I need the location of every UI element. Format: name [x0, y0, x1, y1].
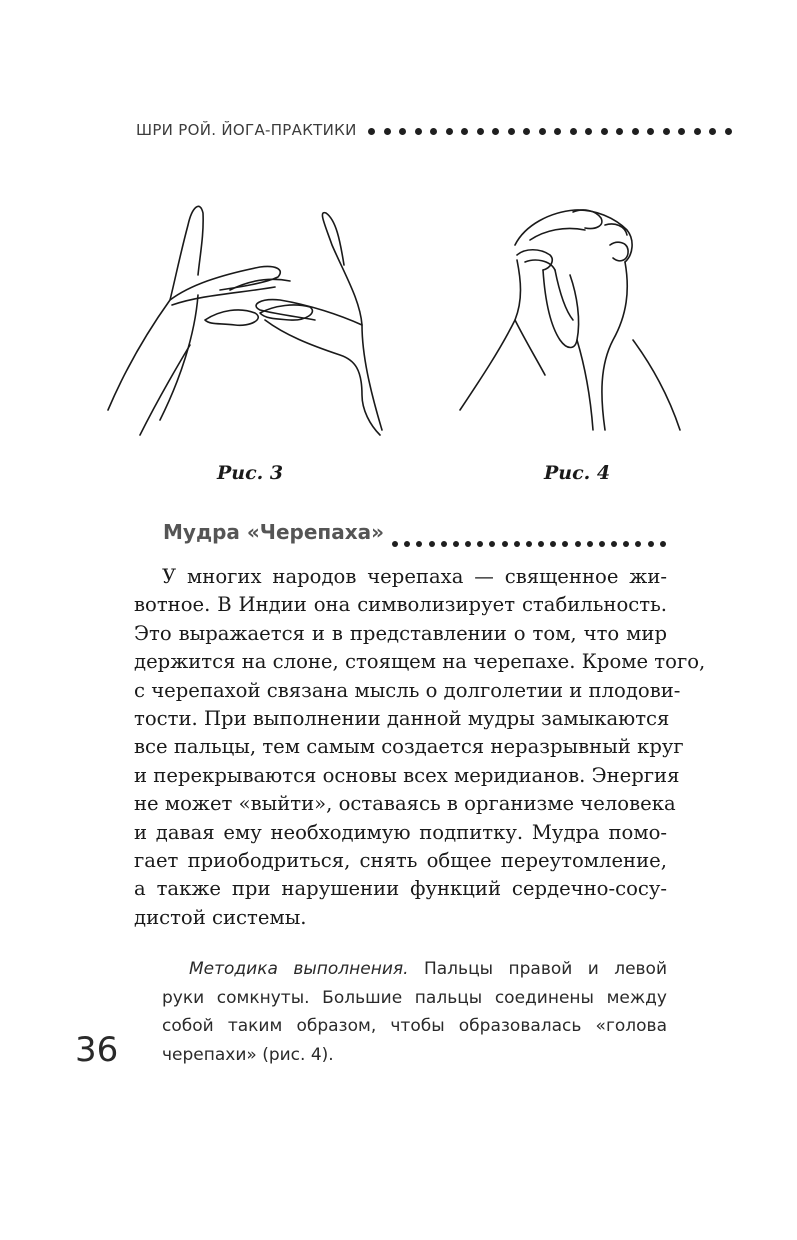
body-line: не может «выйти», оставаясь в организме человека: [134, 792, 676, 816]
body-line: и давая ему необходимую подпитку. Мудра помо-: [134, 820, 667, 844]
body-line: тости. При выполнении данной мудры замыкаются: [134, 707, 670, 731]
body-line: вотное. В Индии она символизирует стабильность.: [134, 593, 667, 617]
running-head: ШРИ РОЙ. ЙОГА-ПРАКТИКИ: [136, 121, 357, 139]
body-line: Это выражается и в представлении о том, что мир: [134, 621, 667, 645]
method-label: Методика выполнения.: [189, 959, 409, 979]
body-line: с черепахой связана мысль о долголетии и плодови-: [134, 678, 681, 702]
method-line: [162, 955, 667, 984]
figure-4-caption: Рис. 4: [544, 462, 611, 484]
body-line: держится на слоне, стоящем на черепахе. Кроме того,: [134, 650, 706, 674]
method-first-line-text: Пальцы правой и левой: [408, 959, 667, 979]
method-paragraph: [162, 955, 667, 1069]
section-title: Мудра «Черепаха»: [163, 520, 385, 544]
body-line: гает приободриться, снять общее переутомление,: [134, 849, 667, 873]
body-line: дистой системы.: [134, 905, 307, 929]
figure-3: [100, 195, 390, 440]
running-head-dot-leader: [368, 127, 732, 135]
body-line: У многих народов черепаха — священное жи-: [162, 565, 667, 588]
section-title-dot-leader: [392, 540, 666, 548]
method-line: руки сомкнуты. Большие пальцы соединены между: [162, 987, 667, 1008]
body-paragraph: [134, 563, 706, 932]
method-line: черепахи» (рис. 4).: [162, 1044, 334, 1065]
figure-4: [455, 200, 685, 440]
method-line: собой таким образом, чтобы образовалась «голова: [162, 1016, 667, 1036]
body-line: а также при нарушении функций сердечно-сосу-: [134, 877, 667, 901]
page-number: 36: [75, 1030, 119, 1070]
body-line: все пальцы, тем самым создается неразрывный круг: [134, 735, 684, 759]
body-line: и перекрываются основы всех меридианов. Энергия: [134, 763, 680, 787]
turtle-mudra-hands-illustration: [455, 200, 685, 440]
mudra-hands-interlaced-illustration: [100, 195, 390, 440]
figure-3-caption: Рис. 3: [217, 462, 284, 484]
